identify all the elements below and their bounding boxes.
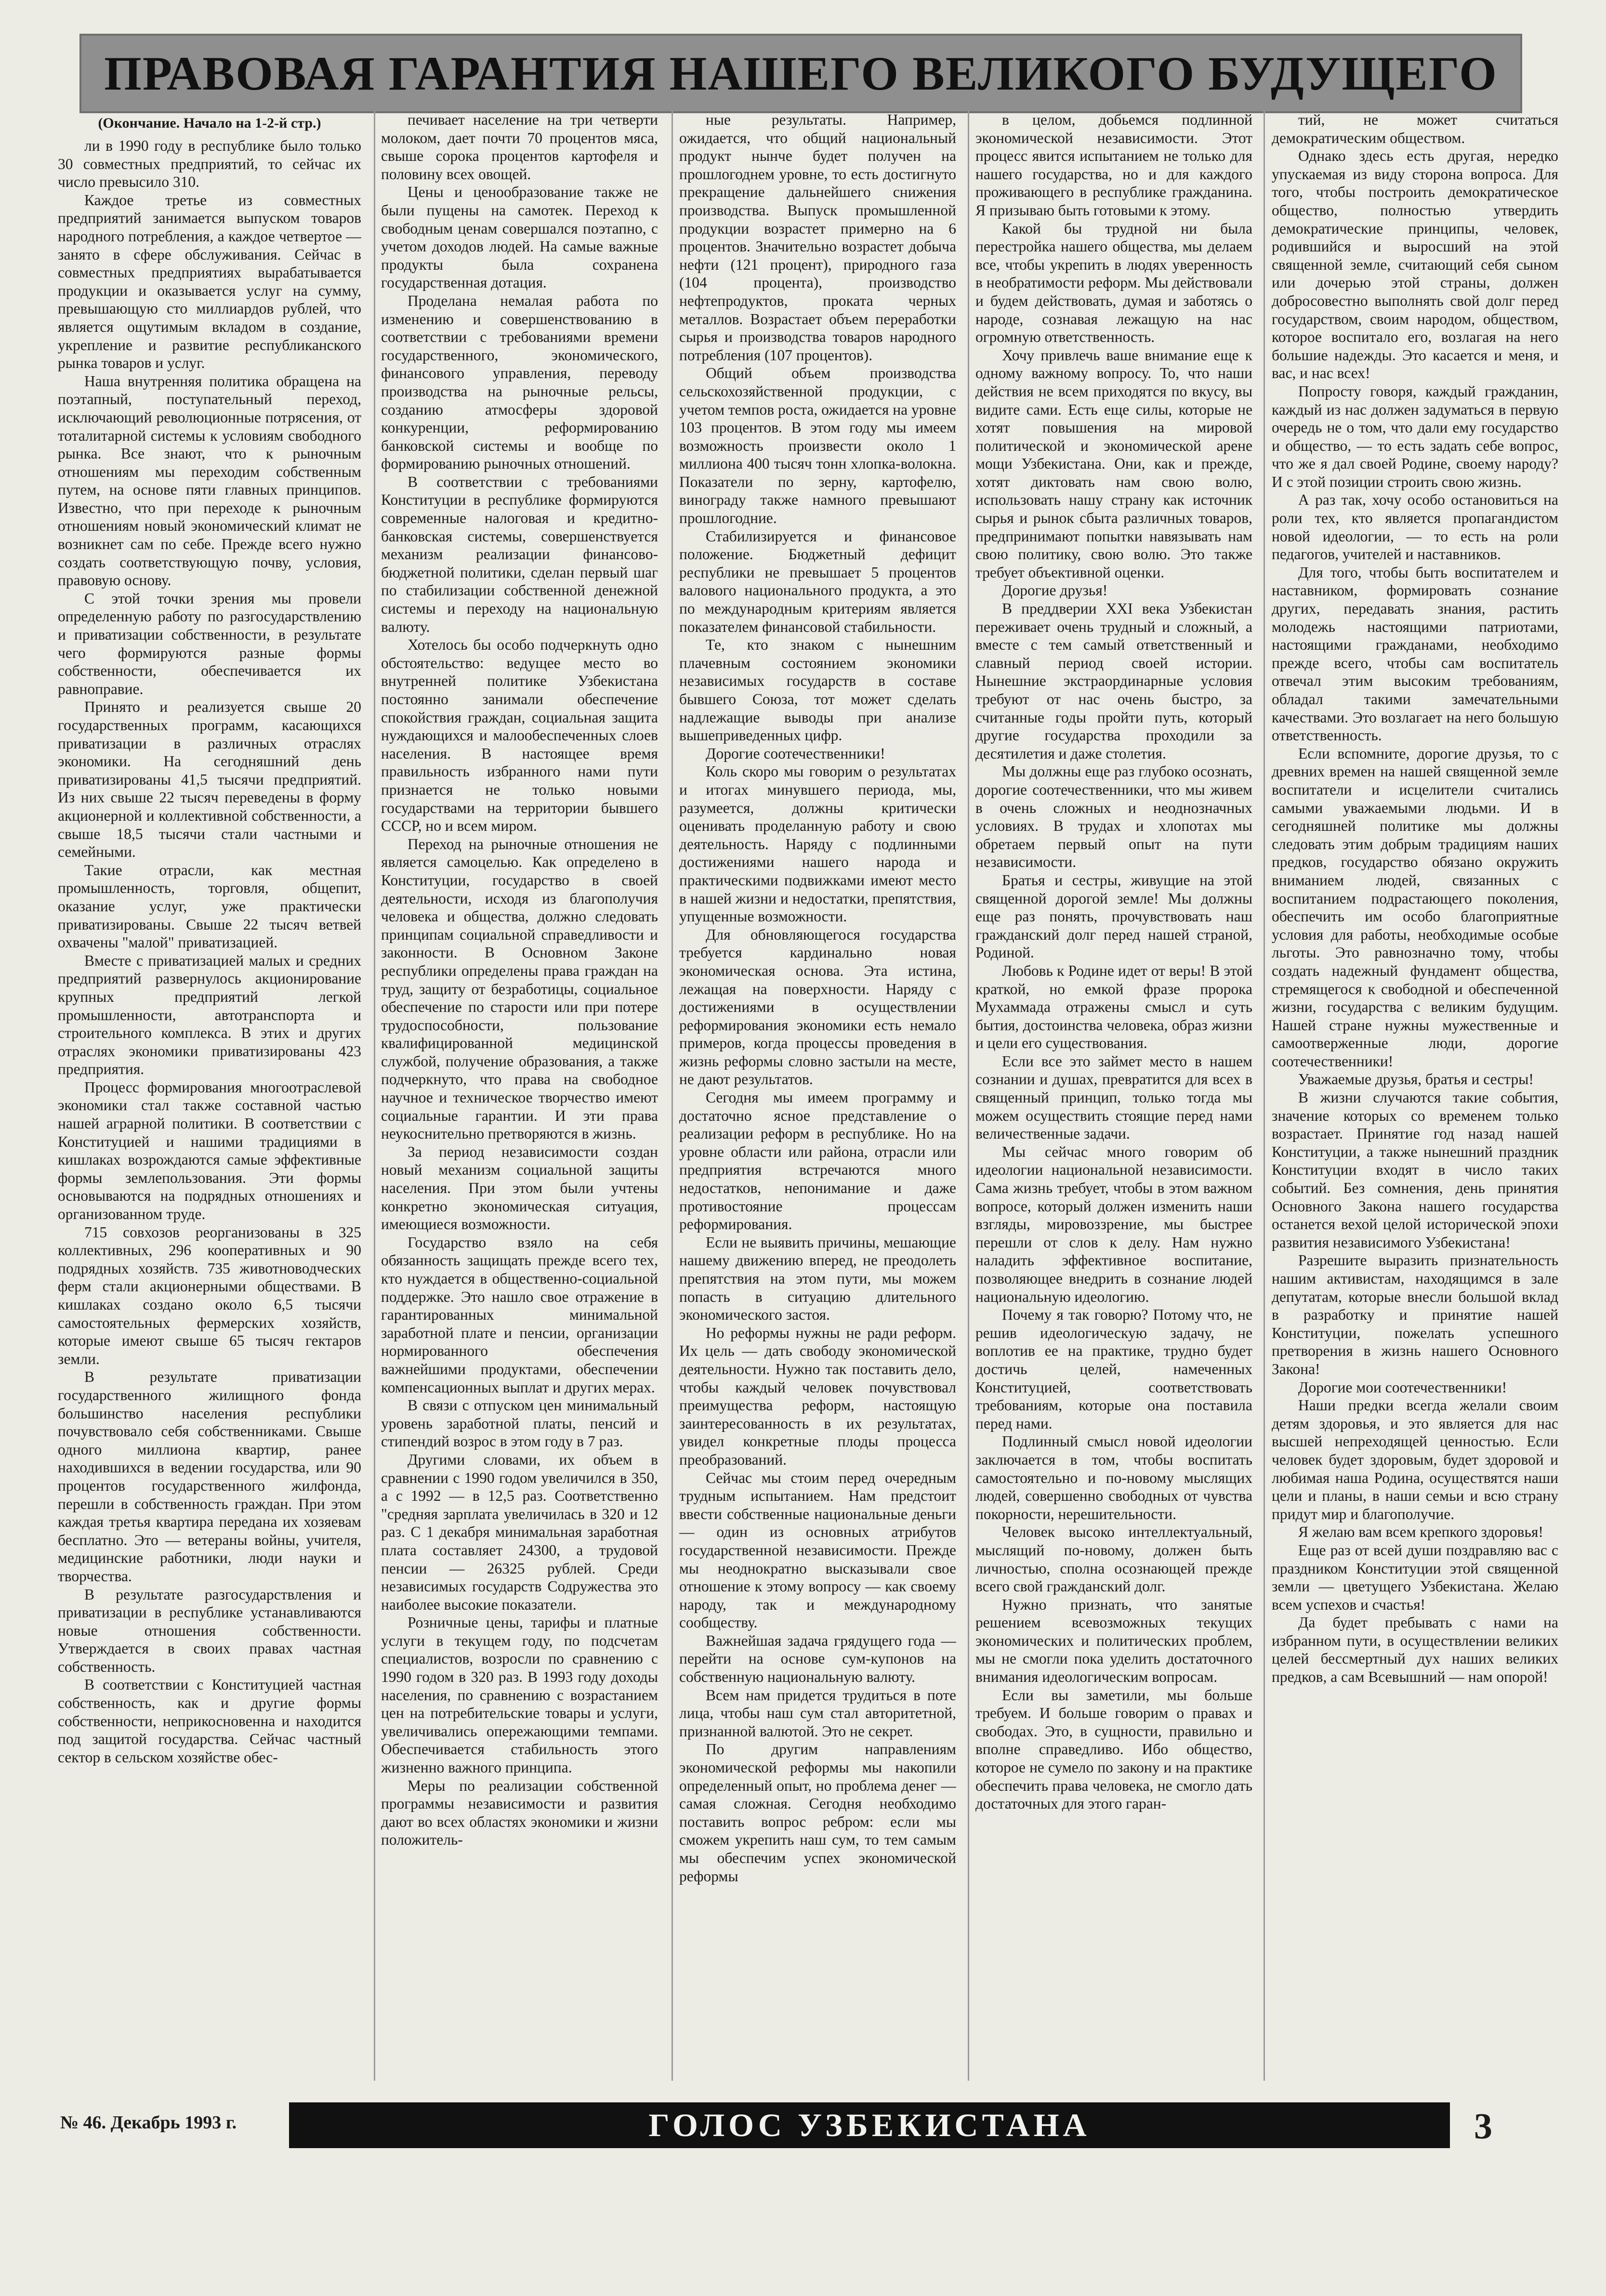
headline-banner <box>79 34 1522 113</box>
article-paragraph: Если все это займет место в нашем сознании и душах, превратится для всех в священный принцип, только тогда мы можем осуществить стоящие перед нами величественные задачи. <box>975 1052 1252 1142</box>
article-paragraph: В преддверии XXI века Узбекистан переживает очень трудный и сложный, а вместе с тем самый ответственный и славный период своей истории. Нынешние экстраординарные условия требуют от нас очень быстро, за считанные годы пройти путь, который другие государства проходили за десятилетия и даже столетия. <box>975 600 1252 762</box>
article-paragraph: в целом, добьемся подлинной экономической независимости. Этот процесс явится испытанием не только для нашего государства, но и для каждого проживающего в республике гражданина. Я призываю быть готовыми к этому. <box>975 111 1252 219</box>
article-paragraph: Те, кто знаком с нынешним плачевным состоянием экономики независимых государств в составе бывшего Союза, тот может сделать надлежащие выводы при анализе вышеприведенных цифр. <box>679 636 956 744</box>
article-paragraph: Если вспомните, дорогие друзья, то с древних времен на нашей священной земле воспитатели и исцелители считались самыми уважаемыми людьми. И в сегодняшней политике мы должны следовать этим добрым традициям наших предков, государство обязано окружить вниманием людей, связанных с воспитанием подрастающего поколения, обеспечить им особо благоприятные условия для работы, необходимые особые льготы. Это равнозначно тому, чтобы создать надежный фундамент общества, стремящегося к свободной и обеспеченной жизни, государства с великим будущим. Нашей стране нужны мужественные и самоотверженные люди, дорогие соотечественники! <box>1272 745 1558 1070</box>
article-paragraph: Мы сейчас много говорим об идеологии национальной независимости. Сама жизнь требует, чтобы в этом важном вопросе, который должен изменить наши взгляды, мировоззрение, мы быстрее перешли от слов к делу. Нам нужно наладить эффективное воспитание, позволяющее внедрить в сознание людей национальную идеологию. <box>975 1143 1252 1305</box>
article-paragraph: Мы должны еще раз глубоко осознать, дорогие соотечественники, что мы живем в очень сложных и неоднозначных условиях. В трудах и хлопотах мы обретаем первый опыт на пути независимости. <box>975 763 1252 871</box>
article-paragraph: Цены и ценообразование также не были пущены на самотек. Переход к свободным ценам совершался поэтапно, с учетом доходов людей. На самые важные продукты была сохранена государственная дотация. <box>381 184 658 291</box>
article-paragraph: Каждое третье из совместных предприятий занимается выпуском товаров народного потребления, а каждое четвертое — занято в сфере обслуживания. Сейчас в совместных предприятиях вырабатывается продукции и оказывается услуг на сумму, превышающую сто миллиардов рублей, что является ощутимым вкладом в создание, укрепление и развитие республиканского рынка товаров и услуг. <box>58 191 361 372</box>
article-column-3 <box>679 111 956 2090</box>
article-paragraph: Человек высоко интеллектуальный, мыслящий по-новому, должен быть личностью, сполна осознающей прежде всего свой гражданский долг. <box>975 1523 1252 1595</box>
article-paragraph: В соответствии с Конституцией частная собственность, как и другие формы собственности, неприкосновенна и находится под защитой государства. Сейчас частный сектор в сельском хозяйстве обес- <box>58 1676 361 1766</box>
article-paragraph: Дорогие соотечественники! <box>706 745 885 762</box>
article-paragraph: С этой точки зрения мы провели определенную работу по разгосударствлению и приватизации собственности, в результате чего формируются разные формы собственности, обеспечивается их равноправие. <box>58 590 361 697</box>
article-paragraph: Переход на рыночные отношения не является самоцелью. Как определено в Конституции, государство в своей деятельности, исходя из благополучия человека и общества, должно следовать принципам социальной справедливости и законности. В Основном Законе республики определены права граждан на труд, защиту от безработицы, социальное обеспечение по старости или при потере трудоспособности, пользование квалифицированной медицинской службой, получение образования, а также подчеркнуто, что права на свободное научное и техническое творчество имеют социальные гарантии. И эти права неукоснительно претворяются в жизнь. <box>381 835 658 1142</box>
page-number: 3 <box>1474 2106 1492 2147</box>
article-paragraph: Еще раз от всей души поздравляю вас с праздником Конституции этой священной земли — цветущего Узбекистана. Желаю всем успехов и счастья! <box>1272 1541 1558 1613</box>
article-paragraph: тий, не может считаться демократическим обществом. <box>1272 111 1558 146</box>
article-paragraph: Если вы заметили, мы больше требуем. И больше говорим о правах и свободах. Это, в сущности, правильно и вполне справедливо. Ибо общество, которое не сумело по закону и на практике обеспечить права человека, не смогло дать достаточных для этого гаран- <box>975 1686 1252 1812</box>
article-paragraph: Вместе с приватизацией малых и средних предприятий развернулось акционирование крупных предприятий легкой промышленности, автотранспорта и строительного комплекса. В этих и других отраслях экономики приватизированы 423 предприятия. <box>58 952 361 1078</box>
article-paragraph: Наши предки всегда желали своим детям здоровья, и это является для нас высшей непреходящей ценностью. Если человек будет здоровым, будет здоровой и любимая наша Родина, осуществятся наши цели и планы, в наши семьи и всю страну придут мир и благополучие. <box>1272 1397 1558 1522</box>
article-paragraph: В связи с отпуском цен минимальный уровень заработной платы, пенсий и стипендий возрос в этом году в 7 раз. <box>381 1397 658 1450</box>
newspaper-name: ГОЛОС УЗБЕКИСТАНА <box>648 2107 1091 2143</box>
article-paragraph: ли в 1990 году в республике было только 30 совместных предприятий, то сейчас их число превысило 310. <box>58 137 361 191</box>
article-paragraph: Однако здесь есть другая, нередко упускаемая из виду сторона вопроса. Для того, чтобы построить демократическое общество, полностью утвердить демократические принципы, человек, родившийся и выросший на этой священной земле, считающий себя сыном или дочерью этой страны, должен добросовестно выполнять свой долг перед государством, своим народом, обществом, которое воспитало его, возлагая на него большие надежды. Это касается и меня, и вас, и нас всех! <box>1272 147 1558 382</box>
article-paragraph: Важнейшая задача грядущего года — перейти на основе сум-купонов на собственную национальную валюту. <box>679 1632 956 1686</box>
article-paragraph: За период независимости создан новый механизм социальной защиты населения. При этом были учтены конкретно экономическая ситуация, имеющиеся возможности. <box>381 1143 658 1233</box>
article-paragraph: Попросту говоря, каждый гражданин, каждый из нас должен задуматься в первую очередь не о том, что дали ему государство и общество, — то есть задать себе вопрос, что же я дал своей Родине, своему народу? И с этой позиции строить свою жизнь. <box>1272 382 1558 490</box>
article-paragraph: Меры по реализации собственной программы независимости и развития дают во всех областях экономики и жизни положитель- <box>381 1777 658 1849</box>
article-paragraph: Подлинный смысл новой идеологии заключается в том, чтобы воспитать самостоятельно и по-новому мыслящих людей, совершенно свободных от чувства покорности, нерешительности. <box>975 1433 1252 1522</box>
article-paragraph: Всем нам придется трудиться в поте лица, чтобы наш сум стал авторитетной, признанной валютой. Это не секрет. <box>679 1686 956 1740</box>
article-paragraph: По другим направлениям экономической реформы мы накопили определенный опыт, но проблема денег — самая сложная. Сегодня необходимо поставить вопрос ребром: если мы сможем укрепить наш сум, то тем самым мы обеспечим успех экономической реформы <box>679 1741 956 1885</box>
article-body <box>58 111 1561 2090</box>
article-paragraph: Любовь к Родине идет от веры! В этой краткой, но емкой фразе пророка Мухаммада отражены смысл и суть бытия, достоинства человека, образ жизни и цели его существования. <box>975 962 1252 1052</box>
article-paragraph: Нужно признать, что занятые решением всевозможных текущих экономических и политических проблем, мы не смогли пока уделить достаточного внимания идеологическим вопросам. <box>975 1596 1252 1686</box>
article-paragraph: Другими словами, их объем в сравнении с 1990 годом увеличился в 350, а с 1992 — в 12,5 раз. Соответственно "средняя зарплата увеличилась в 320 и 12 раз. С 1 декабря минимальная заработная плата составляет 24300, а трудовой пенсии — 26325 рублей. Среди независимых государств Содружества это наиболее высокие показатели. <box>381 1451 658 1613</box>
article-paragraph: Какой бы трудной ни была перестройка нашего общества, мы делаем все, чтобы укрепить в людях уверенность в необратимости реформ. Мы действовали и будем действовать, думая и заботясь о народе, сознавая лежащую на нас огромную ответственность. <box>975 220 1252 346</box>
article-paragraph: Уважаемые друзья, братья и сестры! <box>1298 1071 1534 1088</box>
article-paragraph: А раз так, хочу особо остановиться на роли тех, кто является пропагандистом новой идеологии, — то есть на роли педагогов, учителей и наставников. <box>1272 491 1558 563</box>
article-paragraph: Проделана немалая работа по изменению и совершенствованию в соответствии с требованиями времени государственного, экономического, финансового управления, переводу производства на рыночные рельсы, созданию атмосферы здоровой конкуренции, реформированию банковской системы и вообще по формированию рыночных отношений. <box>381 292 658 472</box>
article-paragraph: Дорогие друзья! <box>1002 582 1108 599</box>
article-paragraph: Сегодня мы имеем программу и достаточно ясное представление о реализации реформ в республике. Но на уровне области или района, отрасли или предприятия встречаются много недостатков, непонимание и даже противостояние процессам реформирования. <box>679 1089 956 1233</box>
article-paragraph: Братья и сестры, живущие на этой священной дорогой земле! Мы должны еще раз понять, прочувствовать наш гражданский долг перед нашей страной, Родиной. <box>975 871 1252 961</box>
article-paragraph: Процесс формирования многоотраслевой экономики стал также составной частью нашей аграрной политики. В соответствии с Конституцией и нашими традициями в кишлаках возрождаются самые эффективные формы землепользования. Эти формы основываются на подрядных отношениях и организованном труде. <box>58 1078 361 1223</box>
issue-info: № 46. Декабрь 1993 г. <box>60 2112 237 2133</box>
article-paragraph: Наша внутренняя политика обращена на поэтапный, поступательный переход, исключающий революционные потрясения, от тоталитарной системы к условиям свободного рынка. Все знают, что к рыночным отношениям мы переходим собственным путем, на основе пяти главных принципов. Известно, что при переходе к рыночным отношениям новый экономический климат не возникнет сам по себе. Прежде всего нужно создать соответствующую почву, условия, правовую основу. <box>58 372 361 589</box>
article-paragraph: 715 совхозов реорганизованы в 325 коллективных, 296 кооперативных и 90 подрядных хозяйств. 735 животноводческих ферм стали акционерными обществами. В кишлаках создано около 6,5 тысячи самостоятельных фермерских хозяйств, которые имеют свыше 65 тысяч гектаров земли. <box>58 1223 361 1367</box>
article-paragraph: Такие отрасли, как местная промышленность, торговля, общепит, оказание услуг, уже практически приватизированы. Свыше 22 тысяч ветвей охвачены "малой" приватизацией. <box>58 861 361 951</box>
article-paragraph: Принято и реализуется свыше 20 государственных программ, касающихся приватизации в различных отраслях экономики. На сегодняшний день приватизированы 41,5 тысячи предприятий. Из них свыше 22 тысяч переведены в форму акционерной и коллективной собственности, а свыше 18,5 тысячи стали частными и семейными. <box>58 698 361 861</box>
article-paragraph: Хочу привлечь ваше внимание еще к одному важному вопросу. То, что наши действия не всем приходятся по вкусу, вы видите сами. Есть еще силы, которые не хотят повышения на мировой политической и экономической арене мощи Узбекистана. Они, как и прежде, хотят диктовать нам свою волю, использовать нашу страну как источник сырья и рынок сбыта различных товаров, предпринимают попытки навязывать нам свою политику, свою волю. Это также требует объективной оценки. <box>975 346 1252 581</box>
article-paragraph: Я желаю вам всем крепкого здоровья! <box>1298 1523 1543 1541</box>
article-paragraph: В жизни случаются такие события, значение которых со временем только возрастает. Принятие год назад нашей Конституции, а также нынешний праздник Конституции входят в число таких событий. Без сомнения, день принятия Основного Закона нашего государства останется вехой целой исторической эпохи развития независимого Узбекистана! <box>1272 1089 1558 1251</box>
article-column-1 <box>58 111 361 2090</box>
article-paragraph: В соответствии с требованиями Конституции в республике формируются современные налоговая и кредитно-банковская системы, совершенствуется механизм реализации финансово-бюджетной политики, сделан первый шаг по стабилизации собственной денежной системы и переходу на национальную валюту. <box>381 473 658 635</box>
article-column-2 <box>381 111 658 2090</box>
article-paragraph: В результате разгосударствления и приватизации в республике устанавливаются новые отношения собственности. Утверждается в своих правах частная собственность. <box>58 1586 361 1675</box>
article-paragraph: Дорогие мои соотечественники! <box>1298 1378 1507 1396</box>
newspaper-nameplate <box>289 2102 1450 2148</box>
article-paragraph: Для обновляющегося государства требуется кардинально новая экономическая основа. Эта истина, лежащая на поверхности. Наряду с достижениями в осуществлении реформирования экономики есть немало примеров, когда процессы проведения в жизнь реформы словно застыли на месте, не дают результатов. <box>679 926 956 1088</box>
article-paragraph: Да будет пребывать с нами на избранном пути, в осуществлении великих целей бессмертный дух наших великих предков, а сам Всевышний — нам опорой! <box>1272 1614 1558 1686</box>
article-paragraph: Для того, чтобы быть воспитателем и наставником, формировать сознание других, передавать знания, растить молодежь настоящими патриотами, настоящими гражданами, необходимо прежде всего, чтобы сам воспитатель отвечал этим высоким требованиям, обладал такими замечательными качествами. Это возлагает на него большую ответственность. <box>1272 564 1558 744</box>
article-paragraph: Розничные цены, тарифы и платные услуги в текущем году, по подсчетам специалистов, возросли по сравнению с 1990 годом в 320 раз. В 1993 году доходы населения, по сравнению с возрастанием цен на потребительские товары и услуги, увеличивались опережающими темпами. Обеспечивается стабильность этого жизненно важного принципа. <box>381 1614 658 1776</box>
article-paragraph: ные результаты. Например, ожидается, что общий национальный продукт нынче будет получен на прошлогоднем уровне, то есть достигнуто прекращение дальнейшего снижения производства. Выпуск промышленной продукции возрастет примерно на 6 процентов. Значительно возрастет добыча нефти (121 процент), природного газа (104 процента), производство нефтепродуктов, проката черных металлов. Возрастает объем переработки сырья и производства товаров народного потребления (107 процентов). <box>679 111 956 364</box>
article-paragraph: Разрешите выразить признательность нашим активистам, находящимся в зале депутатам, которые внесли большой вклад в разработку и принятие нашей Конституции, пожелать успешного претворения в жизнь нашего Основного Закона! <box>1272 1252 1558 1378</box>
article-paragraph: Сейчас мы стоим перед очередным трудным испытанием. Нам предстоит ввести собственные национальные деньги — один из основных атрибутов государственной независимости. Прежде мы неоднократно высказывали свое отношение к этому вопросу — как своему народу, так и международному сообществу. <box>679 1469 956 1631</box>
article-paragraph: Если не выявить причины, мешающие нашему движению вперед, не преодолеть препятствия на этом пути, мы можем попасть в ситуацию длительного экономического застоя. <box>679 1233 956 1324</box>
article-paragraph: Почему я так говорю? Потому что, не решив идеологическую задачу, не воплотив ее на практике, трудно будет достичь целей, намеченных Конституцией, соответствовать требованиям, которые она поставила перед нами. <box>975 1306 1252 1432</box>
article-paragraph: Но реформы нужны не ради реформ. Их цель — дать свободу экономической деятельности. Нужно так поставить дело, чтобы каждый человек почувствовал преимущества реформ, настоящую заинтересованность в их результатах, увидел конкретные плоды процесса преобразований. <box>679 1324 956 1468</box>
article-column-4 <box>975 111 1252 2090</box>
article-paragraph: Хотелось бы особо подчеркнуть одно обстоятельство: ведущее место во внутренней политике Узбекистана постоянно занимали обеспечение спокойствия граждан, социальная защита нуждающихся и малообеспеченных слоев населения. В настоящее время правильность избранного нами пути признается не только новыми государствами на территории бывшего СССР, но и всем миром. <box>381 636 658 835</box>
article-paragraph: Общий объем производства сельскохозяйственной продукции, с учетом темпов роста, ожидается на уровне 103 процентов. В этом году мы имеем возможность произвести около 1 миллиона 400 тысяч тонн хлопка-волокна. Показатели по зерну, картофелю, винограду также намного превышают прошлогодние. <box>679 365 956 527</box>
article-paragraph: Государство взяло на себя обязанность защищать прежде всего тех, кто нуждается в общественно-социальной поддержке. Это нашло свое отражение в гарантированных минимальной заработной плате и пенсии, организации нормированного обеспечения важнейшими продуктами, обеспечении компенсационных выплат и других мерах. <box>381 1233 658 1396</box>
article-paragraph: В результате приватизации государственного жилищного фонда большинство населения республики почувствовало себя собственниками. Свыше одного миллиона квартир, ранее находившихся в ведении государства, или 90 процентов государственного жилфонда, перешли в собственность граждан. При этом каждая третья квартира передана их хозяевам бесплатно. Это — ветераны войны, учителя, медицинские работники, люди науки и творчества. <box>58 1368 361 1585</box>
article-paragraph: Стабилизируется и финансовое положение. Бюджетный дефицит республики не превышает 5 процентов валового национального продукта, а это по международным критериям является показателем финансовой стабильности. <box>679 527 956 635</box>
headline: ПРАВОВАЯ ГАРАНТИЯ НАШЕГО ВЕЛИКОГО БУДУЩЕГО <box>104 47 1498 100</box>
article-column-5 <box>1272 111 1558 2090</box>
continuation-note: (Окончание. Начало на 1-2-й стр.) <box>98 115 321 131</box>
article-paragraph: Коль скоро мы говорим о результатах и итогах минувшего периода, мы, разумеется, должны критически оценивать проделанную работу и свою деятельность. Наряду с подлинными достижениями нашего народа и практическими подвижками имеют место в нашей жизни и недостатки, препятствия, упущенные возможности. <box>679 763 956 925</box>
article-paragraph: печивает население на три четверти молоком, дает почти 70 процентов мяса, свыше сорока процентов картофеля и половину всех овощей. <box>381 111 658 183</box>
